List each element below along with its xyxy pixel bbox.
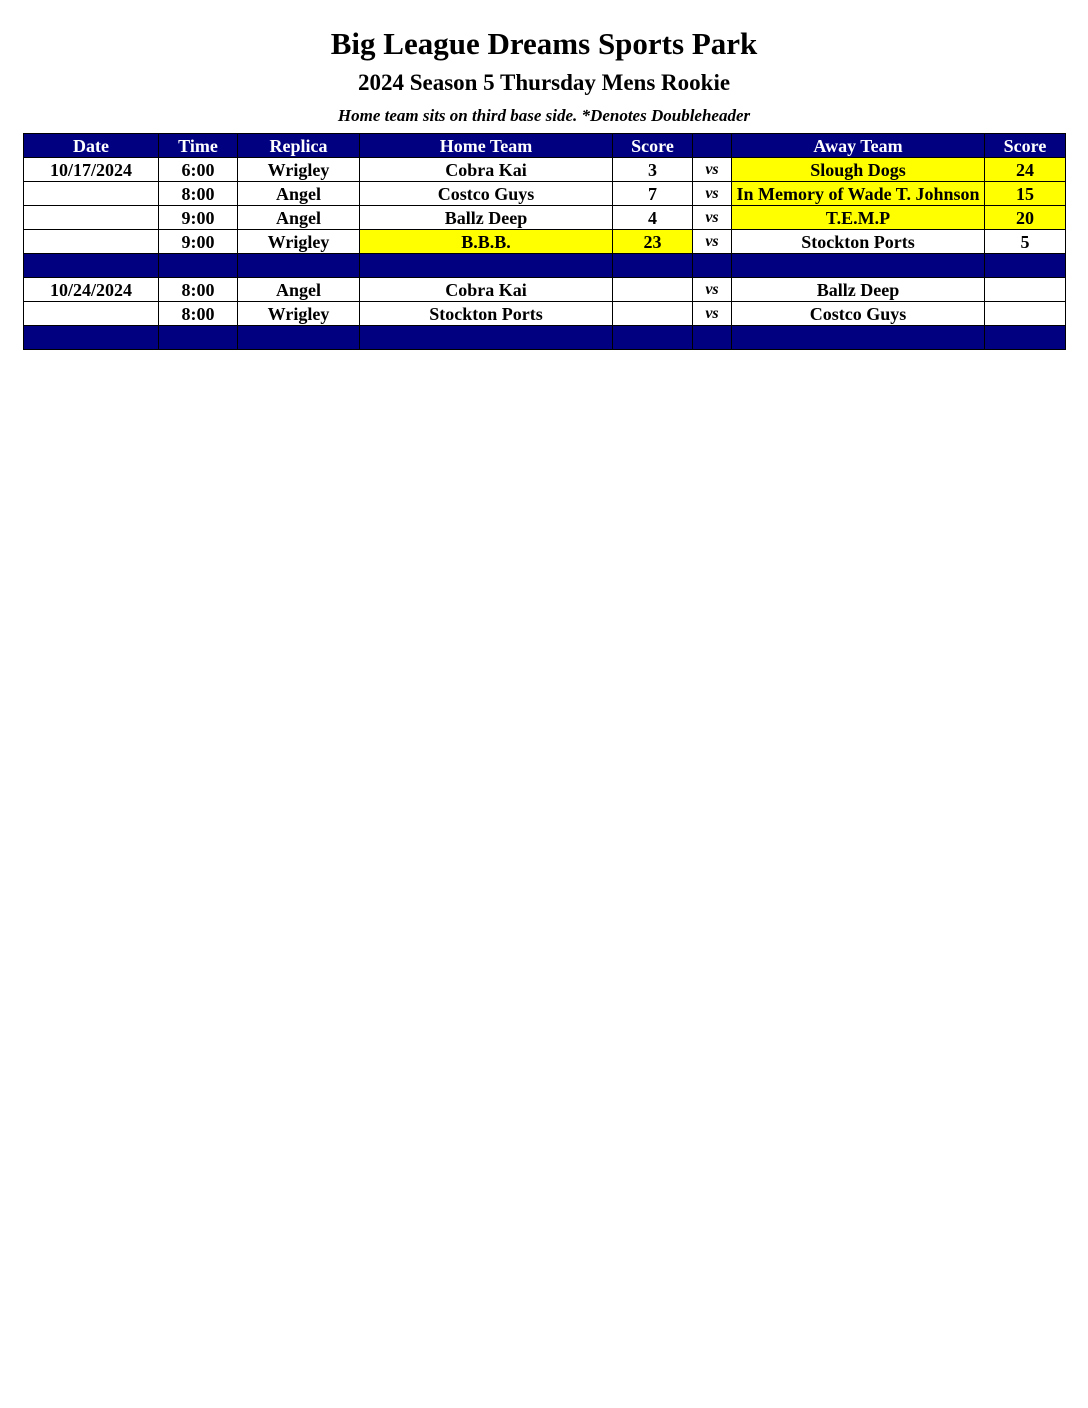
home-score-cell: 3 bbox=[613, 158, 693, 182]
replica-cell: Wrigley bbox=[238, 230, 360, 254]
away-team-cell: Slough Dogs bbox=[732, 158, 985, 182]
table-row bbox=[24, 230, 1066, 254]
vs-cell: vs bbox=[693, 158, 732, 182]
home-team-cell: Cobra Kai bbox=[360, 158, 613, 182]
separator-cell bbox=[159, 254, 238, 278]
time-cell: 6:00 bbox=[159, 158, 238, 182]
col-header-date: Date bbox=[24, 134, 159, 158]
replica-cell: Angel bbox=[238, 182, 360, 206]
replica-cell: Wrigley bbox=[238, 158, 360, 182]
separator-cell bbox=[613, 254, 693, 278]
separator-cell bbox=[693, 254, 732, 278]
header-row bbox=[24, 134, 1066, 158]
table-row bbox=[24, 182, 1066, 206]
away-score-cell: 15 bbox=[985, 182, 1066, 206]
home-team-cell: B.B.B. bbox=[360, 230, 613, 254]
col-header-home-team: Home Team bbox=[360, 134, 613, 158]
away-team-cell: Stockton Ports bbox=[732, 230, 985, 254]
replica-cell: Wrigley bbox=[238, 302, 360, 326]
date-cell bbox=[24, 302, 159, 326]
home-score-cell bbox=[613, 278, 693, 302]
away-score-cell bbox=[985, 302, 1066, 326]
schedule-table bbox=[23, 133, 1066, 350]
separator-cell bbox=[613, 326, 693, 350]
home-score-cell: 4 bbox=[613, 206, 693, 230]
home-team-cell: Stockton Ports bbox=[360, 302, 613, 326]
home-score-cell: 23 bbox=[613, 230, 693, 254]
time-cell: 8:00 bbox=[159, 302, 238, 326]
separator-cell bbox=[360, 254, 613, 278]
separator-cell bbox=[24, 326, 159, 350]
away-score-cell bbox=[985, 278, 1066, 302]
separator-cell bbox=[238, 254, 360, 278]
home-team-cell: Costco Guys bbox=[360, 182, 613, 206]
away-team-text: In Memory of Wade T. Johnson bbox=[736, 183, 980, 204]
col-header-away-score: Score bbox=[985, 134, 1066, 158]
home-team-cell: Ballz Deep bbox=[360, 206, 613, 230]
col-header-home-score: Score bbox=[613, 134, 693, 158]
away-team-cell: T.E.M.P bbox=[732, 206, 985, 230]
replica-cell: Angel bbox=[238, 278, 360, 302]
away-team-cell bbox=[732, 182, 985, 206]
col-header-time: Time bbox=[159, 134, 238, 158]
home-score-cell bbox=[613, 302, 693, 326]
time-cell: 9:00 bbox=[159, 230, 238, 254]
date-cell: 10/24/2024 bbox=[24, 278, 159, 302]
vs-cell: vs bbox=[693, 182, 732, 206]
separator-cell bbox=[693, 326, 732, 350]
replica-cell: Angel bbox=[238, 206, 360, 230]
away-score-cell: 24 bbox=[985, 158, 1066, 182]
separator-cell bbox=[732, 254, 985, 278]
home-team-cell: Cobra Kai bbox=[360, 278, 613, 302]
date-cell bbox=[24, 206, 159, 230]
separator-cell bbox=[985, 326, 1066, 350]
vs-cell: vs bbox=[693, 278, 732, 302]
date-cell bbox=[24, 182, 159, 206]
time-cell: 9:00 bbox=[159, 206, 238, 230]
vs-cell: vs bbox=[693, 206, 732, 230]
away-score-cell: 5 bbox=[985, 230, 1066, 254]
separator-cell bbox=[24, 254, 159, 278]
date-cell bbox=[24, 230, 159, 254]
away-team-cell: Costco Guys bbox=[732, 302, 985, 326]
col-header-away-team: Away Team bbox=[732, 134, 985, 158]
col-header-replica: Replica bbox=[238, 134, 360, 158]
col-header-vs bbox=[693, 134, 732, 158]
date-cell: 10/17/2024 bbox=[24, 158, 159, 182]
away-team-cell: Ballz Deep bbox=[732, 278, 985, 302]
separator-cell bbox=[159, 326, 238, 350]
separator-cell bbox=[360, 326, 613, 350]
separator-cell bbox=[732, 326, 985, 350]
separator-row bbox=[24, 326, 1066, 350]
home-score-cell: 7 bbox=[613, 182, 693, 206]
separator-cell bbox=[238, 326, 360, 350]
away-score-cell: 20 bbox=[985, 206, 1066, 230]
table-row bbox=[24, 206, 1066, 230]
page-title: Big League Dreams Sports Park bbox=[330, 26, 758, 61]
time-cell: 8:00 bbox=[159, 278, 238, 302]
separator-cell bbox=[985, 254, 1066, 278]
vs-cell: vs bbox=[693, 302, 732, 326]
page-note: Home team sits on third base side. *Denotes Doubleheader bbox=[337, 106, 751, 125]
table-row bbox=[24, 158, 1066, 182]
time-cell: 8:00 bbox=[159, 182, 238, 206]
vs-cell: vs bbox=[693, 230, 732, 254]
table-row bbox=[24, 302, 1066, 326]
separator-row bbox=[24, 254, 1066, 278]
table-row bbox=[24, 278, 1066, 302]
page-subtitle: 2024 Season 5 Thursday Mens Rookie bbox=[357, 70, 731, 95]
